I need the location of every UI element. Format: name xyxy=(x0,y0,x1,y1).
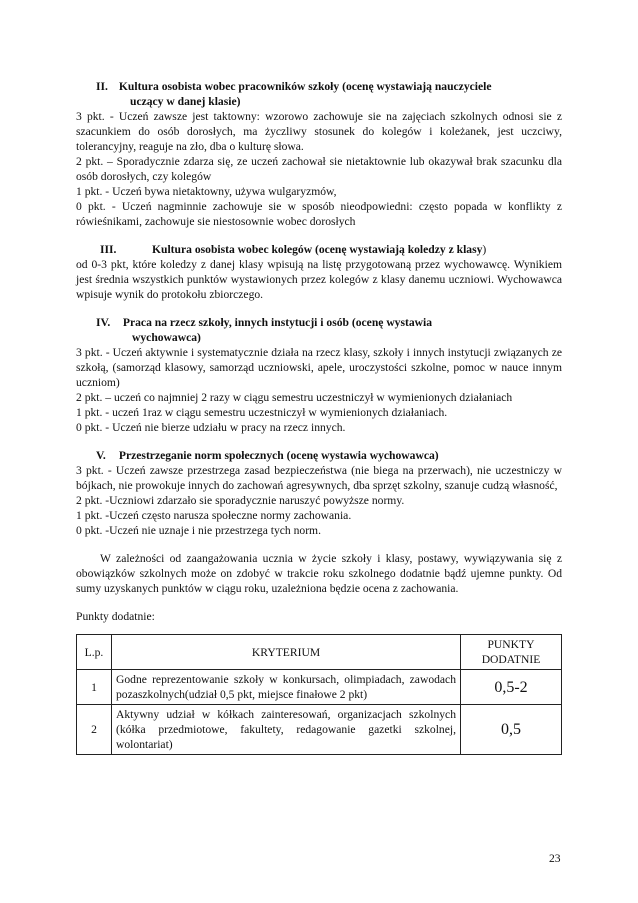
header-kryterium: KRYTERIUM xyxy=(112,635,461,670)
page-number: 23 xyxy=(549,852,561,865)
section-4-number: IV. xyxy=(96,316,111,329)
section-2-title-line1: Kultura osobista wobec pracowników szkoły (ocenę wystawiają nauczyciele xyxy=(118,80,492,93)
section-4-item: 1 pkt. - uczeń 1raz w ciągu semestru uczestniczył w wymienionych działaniach. xyxy=(76,406,448,419)
section-2-number: II. xyxy=(96,80,108,93)
section-2-item: 2 pkt. – Sporadycznie zdarza się, ze uczeń zachował sie nietaktownie lub okazywał brak szacunku dla osób dorosłych, czy kolegów xyxy=(76,155,562,183)
section-3-title-close: ) xyxy=(482,243,487,256)
section-4-item: 0 pkt. - Uczeń nie bierze udziału w pracy na rzecz innych. xyxy=(76,421,346,434)
section-3-title: Kultura osobista wobec kolegów (ocenę wystawiają koledzy z klasy xyxy=(152,243,483,256)
intro-paragraph: W zależności od zaangażowania ucznia w życie szkoły i klasy, postawy, wywiązywania się z obowiązków szkolnych może on zdobyć w trakcie roku szkolnego dodatnie bądź ujemne punkty. Od sumy uzyskanych punktów w ciągu roku, uzależniona będzie ocena z zachowania. xyxy=(76,552,562,595)
section-5-item: 3 pkt. - Uczeń zawsze przestrzega zasad bezpieczeństwa (nie biega na przerwach), nie uczestniczy w bójkach, nie prowokuje innych do zachowań agresywnych, dba sprzęt szkolny, szanuje cudzą własność, xyxy=(76,464,562,492)
criteria-table xyxy=(76,634,562,755)
row-points: 0,5 xyxy=(461,705,562,755)
section-2-heading xyxy=(76,79,562,109)
section-5-number: V. xyxy=(96,449,106,462)
document-page xyxy=(76,79,562,755)
row-lp: 2 xyxy=(77,705,112,755)
section-5-item: 1 pkt. -Uczeń często narusza społeczne normy zachowania. xyxy=(76,509,352,522)
section-5-title: Przestrzeganie norm społecznych (ocenę wystawia wychowawca) xyxy=(118,449,439,462)
table-row xyxy=(77,705,562,755)
table-header-row xyxy=(77,635,562,670)
row-desc: Aktywny udział w kółkach zainteresowań, organizacjach szkolnych (kółka przedmiotowe, fakultety, redagowanie gazetki szkolnej, wolontariat) xyxy=(112,705,461,755)
section-2-item: 0 pkt. - Uczeń nagminnie zachowuje sie w sposób nieodpowiedni: często popada w konflikty z rówieśnikami, zachowuje sie niestosownie wobec dorosłych xyxy=(76,200,562,228)
section-4-title-line2: wychowawca) xyxy=(132,331,201,344)
section-3-body: od 0-3 pkt, które koledzy z danej klasy wpisują na listę przygotowaną przez wychowawcę. Wynikiem jest średnia wszystkich punktów wystawionych przez kolegów z klasy danemu uczniowi. Wychowawca wpisuje wynik do protokołu zbiorczego. xyxy=(76,258,562,301)
section-5-heading xyxy=(76,448,562,463)
section-2-title-line2: uczący w danej klasie) xyxy=(130,95,241,108)
header-lp: L.p. xyxy=(77,635,112,670)
row-lp: 1 xyxy=(77,670,112,705)
section-3-number: III. xyxy=(100,243,117,256)
section-5-item: 0 pkt. -Uczeń nie uznaje i nie przestrzega tych norm. xyxy=(76,524,321,537)
section-4-item: 3 pkt. - Uczeń aktywnie i systematycznie działa na rzecz klasy, szkoły i innych instytucji związanych ze szkołą, (samorząd klasowy, samorząd uczniowski, apele, uroczystości szkolne, pomoc w nauce innym uczniom) xyxy=(76,346,562,389)
row-points: 0,5-2 xyxy=(461,670,562,705)
table-row xyxy=(77,670,562,705)
section-5-item: 2 pkt. -Uczniowi zdarzało sie sporadycznie naruszyć powyższe normy. xyxy=(76,494,405,507)
header-punkty: PUNKTY DODATNIE xyxy=(461,635,562,670)
row-desc: Godne reprezentowanie szkoły w konkursach, olimpiadach, zawodach pozaszkolnych(udział 0,5 pkt, miejsce finałowe 2 pkt) xyxy=(112,670,461,705)
section-2-item: 3 pkt. - Uczeń zawsze jest taktowny: wzorowo zachowuje sie na zajęciach szkolnych odnosi sie z szacunkiem do osób dorosłych, ma życzliwy stosunek do kolegów i koleżanek, jest uczciwy, tolerancyjny, reaguje na zło, dba o kulturę słowa. xyxy=(76,110,562,153)
section-4-item: 2 pkt. – uczeń co najmniej 2 razy w ciągu semestru uczestniczył w wymienionych działaniach xyxy=(76,391,513,404)
points-label: Punkty dodatnie: xyxy=(76,610,155,623)
section-3-heading xyxy=(76,242,562,257)
section-4-title-line1: Praca na rzecz szkoły, innych instytucji i osób (ocenę wystawia xyxy=(122,316,433,329)
section-2-item: 1 pkt. - Uczeń bywa nietaktowny, używa wulgaryzmów, xyxy=(76,185,337,198)
section-4-heading xyxy=(76,315,562,345)
